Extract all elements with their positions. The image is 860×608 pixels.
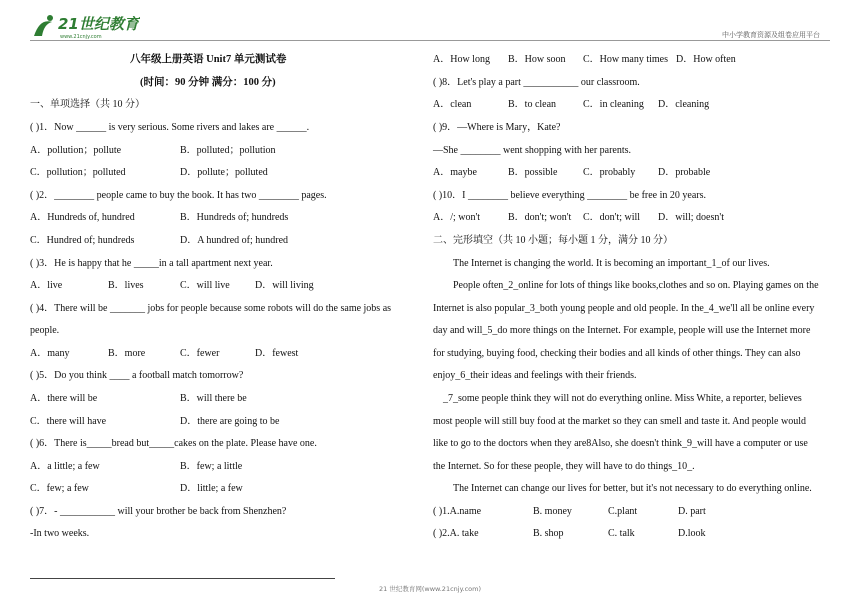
q6-option-a: A．a little; a few xyxy=(30,461,100,472)
cloze-q1-option-c: C.plant xyxy=(608,506,638,517)
cloze-q2-option-b: B. shop xyxy=(533,528,564,539)
q2-option-c: C．Hundred of; hundreds xyxy=(30,235,135,246)
footer-text: 21 世纪教育网(www.21cnjy.com) xyxy=(379,585,481,593)
section1-heading: 一、单项选择（共 10 分） xyxy=(30,99,145,110)
section2-heading: 二、完形填空（共 10 小题；每小题 1 分，满分 10 分） xyxy=(433,235,673,246)
q9-option-b: B．possible xyxy=(508,167,558,178)
q8-stem: ( )8．Let's play a part ___________ our classroom. xyxy=(433,77,640,88)
q7-option-a: A．How long xyxy=(433,54,490,65)
cloze-para3-line3: like to go to the doctors when they are8Also, she doesn't think_9_will have a computer or use xyxy=(433,438,808,449)
cloze-q2-option-a: ( )2.A. take xyxy=(433,528,479,539)
q7-stem-cont: -In two weeks. xyxy=(30,528,90,539)
q10-option-c: C．don't; will xyxy=(583,212,641,223)
q7-option-c: C．How many times xyxy=(583,54,668,65)
q9-option-d: D．probable xyxy=(658,167,711,178)
cloze-q2-option-c: C. talk xyxy=(608,528,635,539)
q3-option-d: D．will living xyxy=(255,280,314,291)
q5-option-d: D．there are going to be xyxy=(180,416,280,427)
q3-stem: ( )3．He is happy that he _____in a tall apartment next year. xyxy=(30,258,273,269)
q4-option-a: A．many xyxy=(30,348,70,359)
q2-option-a: A．Hundreds of, hundred xyxy=(30,212,135,223)
q1-option-a: A．pollution；pollute xyxy=(30,145,122,156)
q9-option-a: A．maybe xyxy=(433,167,477,178)
exam-title: 八年级上册英语 Unit7 单元测试卷 xyxy=(130,54,287,65)
q4-option-b: B．more xyxy=(108,348,146,359)
q7-stem: ( )7．- ___________ will your brother be back from Shenzhen? xyxy=(30,506,287,517)
logo-subtext: www.21cnjy.com xyxy=(60,34,102,40)
q5-stem: ( )5．Do you think ____ a football match tomorrow? xyxy=(30,370,244,381)
cloze-para2-line3: day and will_5_do more things on the Internet. For example, people will use the Internet more xyxy=(433,325,811,336)
exam-subtitle: (时间：90 分钟 满分：100 分) xyxy=(140,77,276,88)
logo-text: 21世纪教育 xyxy=(58,15,139,33)
q5-option-c: C．there will have xyxy=(30,416,107,427)
cloze-para2-line2: Internet is also popular_3_both young people and old people. In the_4_we'll all be online every xyxy=(433,303,815,314)
q3-option-a: A．live xyxy=(30,280,63,291)
q2-stem: ( )2．________ people came to buy the book. It has two ________ pages. xyxy=(30,190,327,201)
q5-option-b: B．will there be xyxy=(180,393,247,404)
q9-stem-cont: —She ________ went shopping with her parents. xyxy=(433,145,632,156)
q4-option-c: C．fewer xyxy=(180,348,220,359)
q7-option-d: D．How often xyxy=(676,54,736,65)
cloze-para3-line2: most people will still buy food at the market so they can smell and taste it. And people would xyxy=(433,416,806,427)
q1-option-c: C．pollution；polluted xyxy=(30,167,126,178)
q6-option-c: C．few; a few xyxy=(30,483,89,494)
q7-option-b: B．How soon xyxy=(508,54,566,65)
q10-stem: ( )10．I ________ believe everything ________ be free in 20 years. xyxy=(433,190,706,201)
q6-option-b: B．few; a little xyxy=(180,461,243,472)
q1-stem: ( )1．Now ______ is very serious. Some rivers and lakes are ______. xyxy=(30,122,310,133)
q6-option-d: D．little; a few xyxy=(180,483,243,494)
cloze-para2-line5: enjoy_6_their ideas and feelings with their friends. xyxy=(433,370,637,381)
q4-stem-cont: people. xyxy=(30,325,60,336)
q5-option-a: A．there will be xyxy=(30,393,98,404)
q2-option-d: D．A hundred of; hundred xyxy=(180,235,289,246)
header-divider xyxy=(30,40,830,41)
q10-option-b: B．don't; won't xyxy=(508,212,572,223)
q1-option-d: D．pollute；polluted xyxy=(180,167,268,178)
platform-name: 中小学教育资源及组卷应用平台 xyxy=(722,31,820,39)
cloze-para2-line1: People often_2_online for lots of things like books,clothes and so on. Playing games on the xyxy=(453,280,819,291)
q9-stem: ( )9．—Where is Mary，Kate? xyxy=(433,122,561,133)
q8-option-c: C．in cleaning xyxy=(583,99,644,110)
q4-option-d: D．fewest xyxy=(255,348,299,359)
q3-option-b: B．lives xyxy=(108,280,144,291)
cloze-para3-line1: _7_some people think they will not do everything online. Miss White, a reporter, believes xyxy=(443,393,802,404)
cloze-q2-option-d: D.look xyxy=(678,528,706,539)
q10-option-d: D．will; doesn't xyxy=(658,212,724,223)
footer-divider xyxy=(30,578,335,579)
q8-option-d: D．cleaning xyxy=(658,99,710,110)
cloze-q1-option-d: D. part xyxy=(678,506,706,517)
logo-21cnjy xyxy=(30,10,140,42)
cloze-para3-line4: the Internet. So for these people, they will have to do things_10_. xyxy=(433,461,695,472)
q8-option-a: A．clean xyxy=(433,99,472,110)
q9-option-c: C．probably xyxy=(583,167,636,178)
q4-stem: ( )4．There will be _______ jobs for people because some robots will do the same jobs as xyxy=(30,303,392,314)
cloze-para2-line4: for studying, buying food, checking their bodies and all kinds of other things. They can also xyxy=(433,348,801,359)
cloze-para4: The Internet can change our lives for better, but it's not necessary to do everything online. xyxy=(453,483,812,494)
cloze-q1-option-a: ( )1.A.name xyxy=(433,506,482,517)
q2-option-b: B．Hundreds of; hundreds xyxy=(180,212,289,223)
q3-option-c: C．will live xyxy=(180,280,230,291)
cloze-para1: The Internet is changing the world. It is becoming an important_1_of our lives. xyxy=(453,258,770,269)
q8-option-b: B．to clean xyxy=(508,99,557,110)
q6-stem: ( )6．There is_____bread but_____cakes on the plate. Please have one. xyxy=(30,438,317,449)
q10-option-a: A．/; won't xyxy=(433,212,481,223)
q1-option-b: B．polluted；pollution xyxy=(180,145,276,156)
cloze-q1-option-b: B. money xyxy=(533,506,572,517)
